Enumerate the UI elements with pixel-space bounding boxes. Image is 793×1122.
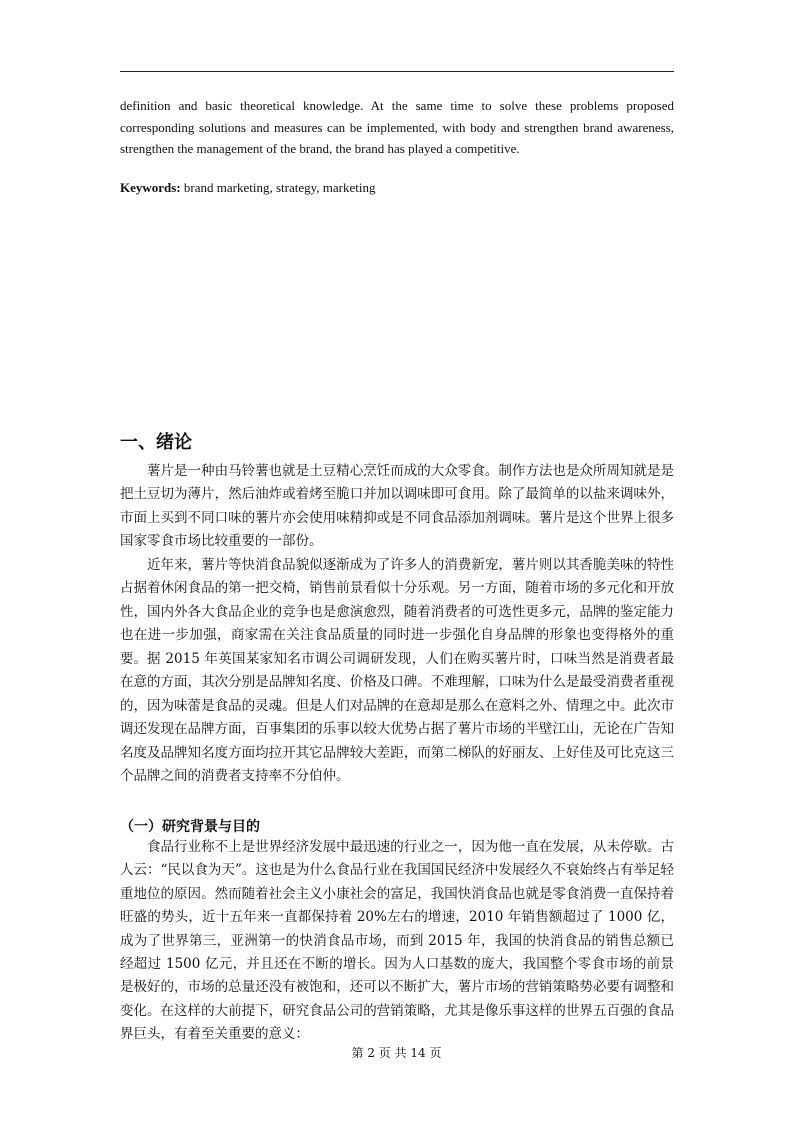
background-paragraph: 食品行业称不上是世界经济发展中最迅速的行业之一，因为他一直在发展，从未停歇。古人云：“民以食为天”。这也是为什么食品行业在我国国民经济中发展经久不衰始终占有举足轻重地位的原因。然而随着社会主义小康社会的富足，我国快消食品也就是零食消费一直保持着旺盛的势头，近十五年来一直都保持着 20%左右的增速，2010 年销售额超过了 1000 亿，成为了世界第三，亚洲第一的快消食品市场，而到 2015 年，我国的快消食品的销售总额已经超过 1500 亿元，并且还在不断的增长。因为人口基数的庞大，我国整个零食市场的前景是极好的，市场的总量还没有被饱和，还可以不断扩大，薯片市场的营销策略势必要有调整和变化。在这样的大前提下，研究食品公司的营销策略，尤其是像乐事这样的世界五百强的食品界巨头，有着至关重要的意义：: [120, 839, 674, 1043]
intro-paragraph-2: 近年来，薯片等快消食品貌似逐渐成为了许多人的消费新宠，薯片则以其香脆美味的特性占据着休闲食品的第一把交椅，销售前景看似十分乐观。另一方面，随着市场的多元化和开放性，国内外各大食品企业的竞争也是愈演愈烈，随着消费者的可选性更多元，品牌的鉴定能力也在进一步加强，商家需在关注食品质量的同时进一步强化自身品牌的形象也变得格外的重要。: [120, 557, 674, 667]
section-heading-introduction: 一、绪论: [120, 432, 192, 453]
keywords-line: [120, 180, 674, 196]
page-footer: 第 2 页 共 14 页: [351, 1046, 442, 1060]
keywords-text: brand marketing, strategy, marketing: [180, 180, 376, 195]
abstract-text: definition and basic theoretical knowledge. At the same time to solve these problems proposed corresponding solutions and measures can be implemented, with body and strengthen brand awareness, strengthen the management of the brand, the brand has played a competitive.: [120, 98, 674, 156]
intro-paragraph-3: 据 2015 年英国某家知名市调公司调研发现，人们在购买薯片时，口味当然是消费者最在意的方面，其次分别是品牌知名度、价格及口碑。不难理解，口味为什么是最受消费者重视的，因为味蕾是食品的灵魂。但是人们对品牌的在意却是那么在意料之外、情理之中。此次市调还发现在品牌方面，百事集团的乐事以较大优势占据了薯片市场的半壁江山，无论在广告知名度及品牌知名度方面均拉开其它品牌较大差距，而第二梯队的好丽友、上好佳及可比克这三个品牌之间的消费者支持率不分伯仲。: [120, 651, 674, 785]
header-rule: [120, 71, 674, 72]
intro-paragraph-1: 薯片是一种由马铃薯也就是土豆精心烹饪而成的大众零食。制作方法也是众所周知就是是把土豆切为薄片，然后油炸或着烤至脆口并加以调味即可食用。除了最简单的以盐来调味外，市面上买到不同口味的薯片亦会使用味精抑或是不同食品添加剂调味。薯片是这个世界上很多国家零食市场比较重要的一部份。: [120, 463, 674, 550]
keywords-label: Keywords:: [120, 180, 181, 195]
subsection-heading-background: （一）研究背景与目的: [120, 819, 260, 835]
